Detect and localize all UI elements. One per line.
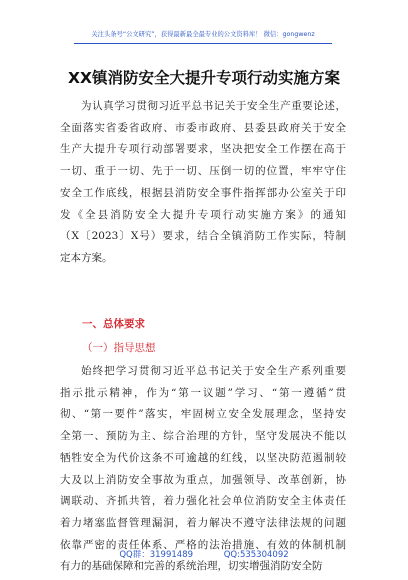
paragraph-line: 指示批示精神，作为“第一议题”学习、“第一遵循”贯 [60,386,346,399]
paragraph-line: 安全工作底线，根据县消防安全事件指挥部办公室关于印 [60,186,346,199]
paragraph-line: 发《全县消防安全大提升专项行动实施方案》的通知 [60,208,346,221]
paragraph-line: 定本方案。 [60,251,113,264]
paragraph-line: 大及以上消防安全事故为重点，加强领导、改革创新，协 [60,473,346,486]
footer-qq-number: QQ:535304092 [223,550,289,560]
guiding-ideology-paragraph [60,361,346,578]
intro-paragraph [60,96,346,270]
paragraph-line: 调联动、齐抓共管，着力强化社会单位消防安全主体责任 [60,495,346,508]
paragraph-line: （X〔2023〕X号）要求，结合全镇消防工作实际，特制 [60,230,346,243]
paragraph-line: 有力的基础保障和完善的系统治理，切实增强消防安全防 [60,560,323,573]
paragraph-line: 牺牲安全为代价这条不可逾越的红线，以坚决防范遏制较 [60,451,346,464]
paragraph-line: 始终把学习贯彻习近平总书记关于安全生产系列重要 [81,365,346,377]
paragraph-line: 生产大提升专项行动部署要求，坚决把安全工作摆在高于 [60,143,346,156]
subsection-heading-guiding-ideology: （一）指导思想 [82,342,156,354]
document-title: XX镇消防安全大提升专项行动实施方案 [68,69,340,87]
header-banner: 关注头条号“公文研究”，获得最新最全最专业的公文资料库！ 微信：gongwenz [74,26,332,44]
paragraph-line: 着力堵塞监督管理漏洞，着力解决不遵守法律法规的问题 [60,516,346,529]
paragraph-line: 彻、“第一要件”落实，牢固树立安全发展理念，坚持安 [60,408,346,421]
footer-qq-group: QQ群：31991489 [119,550,194,560]
paragraph-line: 一切、重于一切、先于一切、压倒一切的位置，牢牢守住 [60,165,346,178]
page-footer [0,548,408,560]
paragraph-line: 全第一、预防为主、综合治理的方针，坚守发展决不能以 [60,430,346,443]
section-heading-general-requirements: 一、总体要求 [82,318,145,330]
paragraph-line: 依靠严密的责任体系、严格的法治措施、有效的体制机制 [60,538,346,551]
paragraph-line: 为认真学习贯彻习近平总书记关于安全生产重要论述， [81,100,346,112]
paragraph-line: 全面落实省委省政府、市委市政府、县委县政府关于安全 [60,121,346,134]
